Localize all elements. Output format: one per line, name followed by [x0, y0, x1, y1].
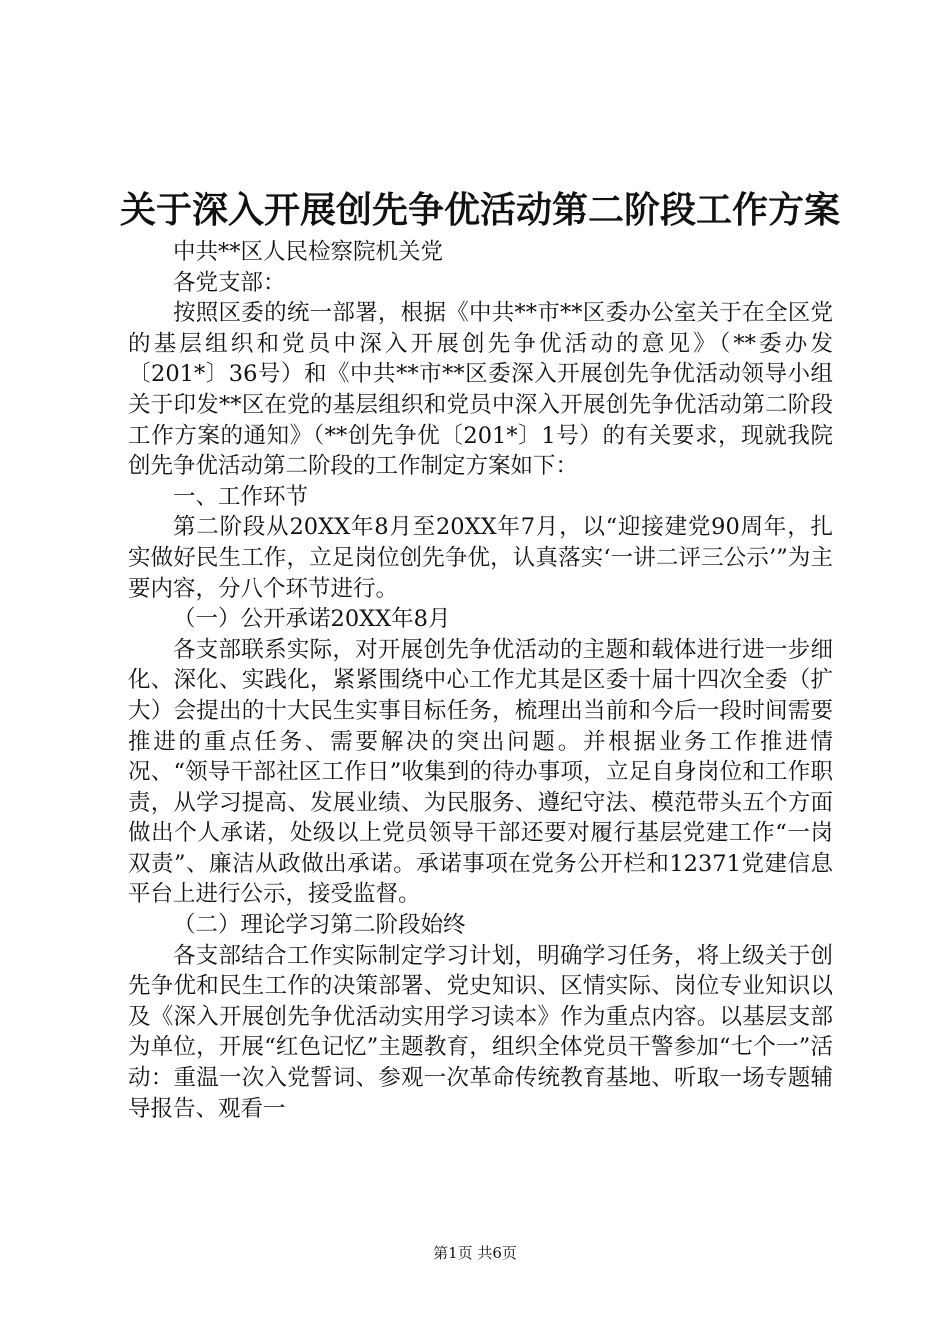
subsection-heading: （一）公开承诺20XX年8月 [173, 606, 451, 633]
issuer-line: 中共**区人民检察院机关党 [173, 239, 444, 265]
body-paragraph: 各支部结合工作实际制定学习计划，明确学习任务，将上级关于创先争优和民生工作的决策部署、党史知识、区情实际、岗位专业知识以及《深入开展创先争优活动实用学习读本》作为重点内容。以基层支部为单位，开展“红色记忆”主题教育，组织全体党员干警参加“七个一”活动：重温一次入党誓词、参观一次革命传统教育基地、听取一场专题辅导报告、观看一 [128, 942, 833, 1122]
intro-paragraph: 按照区委的统一部署，根据《中共**市**区委办公室关于在全区党的基层组织和党员中深入开展创先争优活动的意见》（**委办发〔201*〕36号）和《中共**市**区委深入开展创先争优活动领导小组关于印发**区在党的基层组织和党员中深入开展创先争优活动第二阶段工作方案的通知》（**创先争优〔201*〕1号）的有关要求，现就我院创先争优活动第二阶段的工作制定方案如下： [128, 300, 833, 480]
subsection-heading: （二）理论学习第二阶段始终 [173, 912, 466, 939]
body-paragraph: 第二阶段从20XX年8月至20XX年7月，以“迎接建党90周年，扎实做好民生工作，立足岗位创先争优，认真落实‘一讲二评三公示’”为主要内容，分八个环节进行。 [128, 514, 833, 602]
section-heading: 一、工作环节 [173, 483, 309, 510]
document-title: 关于深入开展创先争优活动第二阶段工作方案 [120, 189, 841, 231]
recipient-line: 各党支部： [173, 269, 286, 296]
document-body [128, 237, 833, 1124]
body-paragraph: 各支部联系实际，对开展创先争优活动的主题和载体进行进一步细化、深化、实践化，紧紧围绕中心工作尤其是区委十届十四次全委（扩大）会提出的十大民生实事目标任务，梳理出当前和今后一段时间需要推进的重点任务、需要解决的突出问题。并根据业务工作推进情况、“领导干部社区工作日”收集到的待办事项，立足自身岗位和工作职责，从学习提高、发展业绩、为民服务、遵纪守法、模范带头五个方面做出个人承诺，处级以上党员领导干部还要对履行基层党建工作“一岗双责”、廉洁从政做出承诺。承诺事项在党务公开栏和12371党建信息平台上进行公示，接受监督。 [128, 636, 833, 908]
page-number: 第1页 共6页 [433, 1244, 517, 1262]
